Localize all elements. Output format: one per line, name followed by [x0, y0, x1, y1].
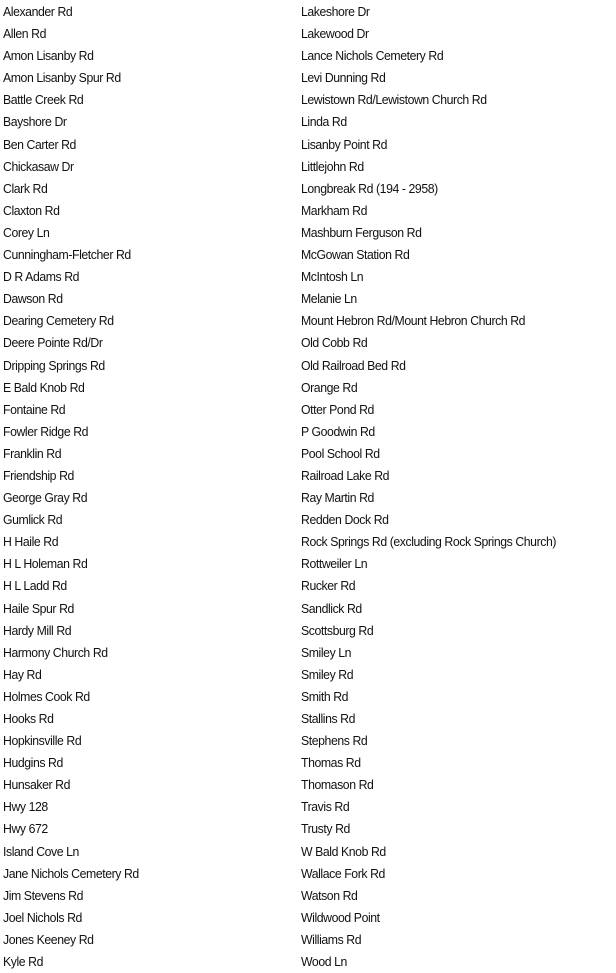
road-name-item: Thomason Rd [301, 777, 374, 793]
road-name-item: Hooks Rd [3, 711, 54, 726]
road-name-item: Stallins Rd [301, 711, 356, 726]
road-name-item: P Goodwin Rd [301, 423, 375, 439]
road-name-item: Pool School Rd [301, 445, 380, 461]
road-name-item: E Bald Knob Rd [3, 379, 85, 395]
road-name-item: Island Cove Ln [3, 843, 79, 859]
road-name-item: Travis Rd [301, 799, 350, 815]
road-name-item: H L Ladd Rd [3, 578, 67, 594]
road-name-item: Gumlick Rd [3, 512, 63, 528]
road-name-item: Williams Rd [301, 931, 362, 947]
road-name-item: Chickasaw Dr [3, 158, 74, 174]
road-name-item: Jones Keeney Rd [3, 931, 94, 947]
road-name-item: Claxton Rd [3, 202, 60, 218]
road-name-item: Franklin Rd [3, 445, 62, 461]
road-name-item: Dripping Springs Rd [3, 357, 105, 373]
road-name-item: Kyle Rd [3, 954, 44, 970]
road-name-item: Hopkinsville Rd [3, 733, 82, 749]
right-road-list [301, 1, 616, 973]
road-name-item: Orange Rd [301, 379, 358, 395]
road-name-item: Linda Rd [301, 114, 347, 130]
road-name-item: Otter Pond Rd [301, 401, 374, 417]
road-name-item: Wildwood Point [301, 909, 380, 925]
road-name-item: Mount Hebron Rd/Mount Hebron Church Rd [301, 313, 526, 329]
road-name-item: Bayshore Dr [3, 114, 67, 130]
road-name-item: Cunningham-Fletcher Rd [3, 247, 131, 263]
road-name-item: Amon Lisanby Rd [3, 48, 94, 64]
road-name-item: Levi Dunning Rd [301, 70, 386, 86]
road-name-item: Dearing Cemetery Rd [3, 313, 114, 329]
road-name-item: Wood Ln [301, 954, 347, 970]
road-name-item: Corey Ln [3, 224, 50, 240]
road-name-item: Haile Spur Rd [3, 600, 74, 616]
road-name-item: Redden Dock Rd [301, 512, 389, 528]
road-name-item: Scottsburg Rd [301, 622, 374, 638]
road-name-item: Joel Nichols Rd [3, 909, 82, 925]
road-name-item: Rottweiler Ln [301, 556, 368, 572]
road-name-item: Smith Rd [301, 688, 349, 704]
road-name-item: H L Holeman Rd [3, 556, 88, 572]
road-name-item: Battle Creek Rd [3, 92, 84, 108]
road-name-item: Hwy 128 [3, 799, 48, 815]
road-name-item: Old Cobb Rd [301, 335, 368, 351]
road-name-item: Jim Stevens Rd [3, 887, 84, 903]
road-name-item: Longbreak Rd (194 - 2958) [301, 180, 438, 196]
road-name-item: Hunsaker Rd [3, 777, 70, 793]
road-name-item: Lisanby Point Rd [301, 136, 388, 152]
road-name-item: Dawson Rd [3, 291, 63, 307]
road-name-item: Amon Lisanby Spur Rd [3, 70, 121, 86]
road-name-item: Mashburn Ferguson Rd [301, 224, 422, 240]
road-name-item: Fowler Ridge Rd [3, 423, 89, 439]
road-name-item: Hudgins Rd [3, 755, 63, 771]
road-name-item: George Gray Rd [3, 490, 88, 506]
road-name-item: Deere Pointe Rd/Dr [3, 335, 103, 351]
road-name-item: Markham Rd [301, 202, 368, 218]
road-name-item: Stephens Rd [301, 733, 368, 749]
road-name-item: Smiley Ln [301, 644, 352, 660]
road-name-item: W Bald Knob Rd [301, 843, 386, 859]
road-name-item: Trusty Rd [301, 821, 350, 837]
road-name-item: Melanie Ln [301, 291, 357, 307]
road-name-item: Ray Martin Rd [301, 490, 374, 506]
road-name-item: McGowan Station Rd [301, 247, 410, 263]
road-name-item: Friendship Rd [3, 467, 74, 483]
road-name-item: Allen Rd [3, 26, 47, 42]
road-name-item: Hardy Mill Rd [3, 622, 72, 638]
road-name-item: Harmony Church Rd [3, 644, 108, 660]
road-name-item: Old Railroad Bed Rd [301, 357, 406, 373]
road-name-item: H Haile Rd [3, 534, 59, 550]
road-name-item: Clark Rd [3, 180, 48, 196]
road-name-item: Ben Carter Rd [3, 136, 76, 152]
road-name-item: McIntosh Ln [301, 269, 364, 285]
road-name-item: D R Adams Rd [3, 269, 80, 285]
road-name-item: Hwy 672 [3, 821, 48, 837]
left-road-list [3, 1, 293, 973]
road-name-item: Sandlick Rd [301, 600, 362, 616]
road-name-item: Lakewood Dr [301, 26, 369, 42]
road-name-item: Lewistown Rd/Lewistown Church Rd [301, 92, 487, 108]
road-name-item: Rucker Rd [301, 578, 356, 594]
road-name-item: Railroad Lake Rd [301, 467, 390, 483]
road-name-item: Holmes Cook Rd [3, 688, 90, 704]
road-name-item: Rock Springs Rd (excluding Rock Springs Church) [301, 534, 557, 550]
road-name-item: Hay Rd [3, 666, 42, 682]
road-name-item: Littlejohn Rd [301, 158, 364, 174]
road-name-item: Watson Rd [301, 887, 358, 903]
road-name-item: Alexander Rd [3, 4, 73, 19]
road-name-item: Jane Nichols Cemetery Rd [3, 865, 139, 881]
road-name-item: Smiley Rd [301, 666, 354, 682]
road-name-item: Thomas Rd [301, 755, 361, 771]
road-name-item: Wallace Fork Rd [301, 865, 385, 881]
road-name-item: Fontaine Rd [3, 401, 66, 417]
road-name-item: Lakeshore Dr [301, 4, 370, 19]
road-name-item: Lance Nichols Cemetery Rd [301, 48, 444, 64]
